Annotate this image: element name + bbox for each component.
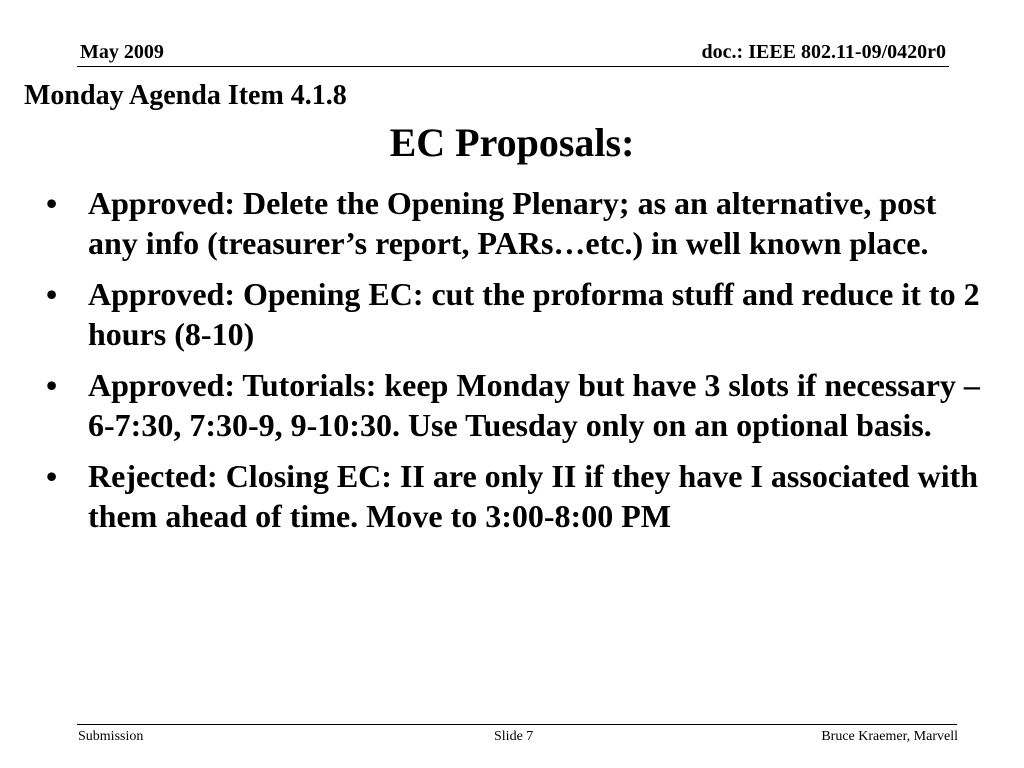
bullet-item-1	[42, 183, 982, 263]
bullet-icon: •	[46, 185, 58, 221]
bullet-list	[42, 183, 982, 547]
bullet-icon: •	[46, 458, 58, 494]
bullet-text: Approved: Tutorials: keep Monday but have 3 slots if necessary – 6-7:30, 7:30-9, 9-10:30. Use Tuesday only on an optional basis.	[88, 367, 980, 443]
footer-submission: Submission	[78, 729, 144, 744]
bullet-icon: •	[46, 367, 58, 403]
agenda-item-label: Monday Agenda Item 4.1.8	[24, 80, 347, 111]
header-doc-id: doc.: IEEE 802.11-09/0420r0	[701, 41, 946, 63]
header-date: May 2009	[80, 41, 164, 63]
header-divider	[77, 66, 949, 67]
bullet-icon: •	[46, 276, 58, 312]
bullet-item-4	[42, 456, 982, 536]
slide-title: EC Proposals:	[389, 120, 635, 165]
footer-slide-number: Slide 7	[494, 729, 534, 744]
bullet-item-2	[42, 274, 982, 354]
footer-author: Bruce Kraemer, Marvell	[821, 729, 958, 744]
bullet-text: Rejected: Closing EC: II are only II if they have I associated with them ahead of time. Move to 3:00-8:00 PM	[88, 458, 979, 534]
bullet-text: Approved: Opening EC: cut the proforma stuff and reduce it to 2 hours (8-10)	[88, 276, 980, 352]
footer-divider	[77, 724, 957, 725]
bullet-item-3	[42, 365, 982, 445]
bullet-text: Approved: Delete the Opening Plenary; as an alternative, post any info (treasurer’s report, PARs…etc.) in well known place.	[88, 185, 937, 261]
